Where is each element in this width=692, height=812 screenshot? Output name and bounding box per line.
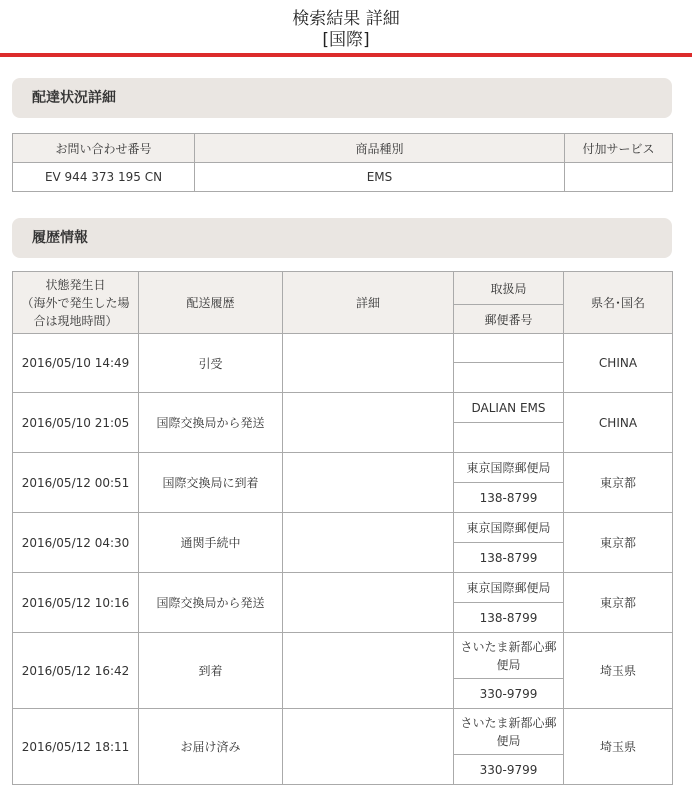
header-divider <box>0 53 692 57</box>
date-cell: 2016/05/12 16:42 <box>13 633 139 709</box>
office-cell: 東京国際郵便局 <box>454 513 564 543</box>
column-header-postal-code: 郵便番号 <box>454 305 564 334</box>
delivery-status-section-header: 配達状況詳細 <box>12 78 672 118</box>
postal-code-cell: 138-8799 <box>454 603 564 633</box>
region-cell: CHINA <box>564 334 673 393</box>
event-cell: 通関手続中 <box>139 513 283 573</box>
page-header <box>0 0 692 54</box>
event-cell: 国際交換局から発送 <box>139 393 283 453</box>
column-header-region: 県名･国名 <box>564 272 673 334</box>
office-cell: 東京国際郵便局 <box>454 453 564 483</box>
office-cell: DALIAN EMS <box>454 393 564 423</box>
detail-cell <box>283 709 454 785</box>
column-header-tracking-number: お問い合わせ番号 <box>13 134 195 163</box>
table-row <box>13 709 673 755</box>
region-cell: CHINA <box>564 393 673 453</box>
column-header-date: 状態発生日 （海外で発生した場 合は現地時間） <box>13 272 139 334</box>
postal-code-cell: 138-8799 <box>454 543 564 573</box>
detail-cell <box>283 513 454 573</box>
date-cell: 2016/05/12 04:30 <box>13 513 139 573</box>
region-cell: 埼玉県 <box>564 633 673 709</box>
region-cell: 埼玉県 <box>564 709 673 785</box>
event-cell: 到着 <box>139 633 283 709</box>
postal-code-cell <box>454 423 564 453</box>
page-subtitle: [国際] <box>322 30 370 50</box>
postal-code-cell: 138-8799 <box>454 483 564 513</box>
detail-cell <box>283 573 454 633</box>
office-cell <box>454 334 564 363</box>
region-cell: 東京都 <box>564 573 673 633</box>
postal-code-cell: 330-9799 <box>454 755 564 785</box>
date-cell: 2016/05/10 21:05 <box>13 393 139 453</box>
column-header-additional-service: 付加サービス <box>565 134 673 163</box>
table-row <box>13 163 673 192</box>
delivery-status-table <box>12 133 673 192</box>
region-cell: 東京都 <box>564 513 673 573</box>
event-cell: 引受 <box>139 334 283 393</box>
postal-code-cell <box>454 363 564 393</box>
date-cell: 2016/05/12 00:51 <box>13 453 139 513</box>
column-header-product-type: 商品種別 <box>195 134 565 163</box>
page-title: 検索結果 詳細 <box>292 9 400 29</box>
postal-code-cell: 330-9799 <box>454 679 564 709</box>
detail-cell <box>283 334 454 393</box>
table-row <box>13 393 673 423</box>
office-cell: さいたま新都心郵便局 <box>454 633 564 679</box>
table-row <box>13 633 673 679</box>
column-header-office: 取扱局 <box>454 272 564 305</box>
column-header-detail: 詳細 <box>283 272 454 334</box>
office-cell: さいたま新都心郵便局 <box>454 709 564 755</box>
table-row <box>13 573 673 603</box>
detail-cell <box>283 453 454 513</box>
date-cell: 2016/05/12 18:11 <box>13 709 139 785</box>
event-cell: お届け済み <box>139 709 283 785</box>
additional-service-value <box>565 163 673 192</box>
history-section-header: 履歴情報 <box>12 218 672 258</box>
office-cell: 東京国際郵便局 <box>454 573 564 603</box>
detail-cell <box>283 633 454 709</box>
date-cell: 2016/05/12 10:16 <box>13 573 139 633</box>
region-cell: 東京都 <box>564 453 673 513</box>
product-type-value: EMS <box>195 163 565 192</box>
table-row <box>13 334 673 363</box>
date-cell: 2016/05/10 14:49 <box>13 334 139 393</box>
history-table <box>12 271 673 785</box>
detail-cell <box>283 393 454 453</box>
event-cell: 国際交換局に到着 <box>139 453 283 513</box>
table-row <box>13 513 673 543</box>
table-row <box>13 453 673 483</box>
column-header-event: 配送履歴 <box>139 272 283 334</box>
event-cell: 国際交換局から発送 <box>139 573 283 633</box>
tracking-number-value: EV 944 373 195 CN <box>13 163 195 192</box>
